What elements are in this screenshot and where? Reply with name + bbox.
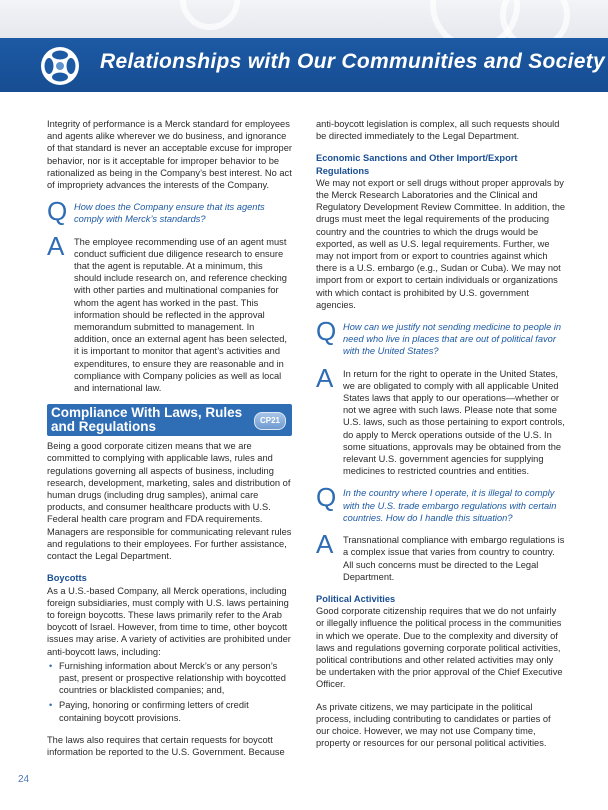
page-number: 24 bbox=[18, 774, 30, 785]
section-title bbox=[51, 406, 242, 434]
qa-embargo-question bbox=[316, 482, 566, 524]
list-item: • Paying, honoring or confirming letters of credit containing boycott provisions. bbox=[47, 699, 292, 723]
qa-medicine-question bbox=[316, 316, 566, 358]
closing-paragraph: The laws also requires that certain requests for boycott information be reported to the U.S. Government. Because bbox=[47, 734, 285, 757]
list-item: • Furnishing information about Merck’s or any person’s past, present or prospective relationship with boycotted countries or blacklisted companies; and, bbox=[47, 660, 292, 697]
boycotts-paragraph: As a U.S.-based Company, all Merck operations, including foreign subsidiaries, must comply with U.S. laws pertaining to foreign boycotts. These laws primarily refer to the Arab boycott of Israel. However, from time to time, other boycott issues may arise. A variety of activities are prohibited under anti-boycott laws, including: bbox=[47, 585, 291, 657]
continuation-paragraph: anti-boycott legislation is complex, all such requests should be directed immediately to the Legal Department. bbox=[316, 119, 560, 142]
sanctions-heading: Economic Sanctions and Other Import/Export Regulations bbox=[316, 153, 518, 176]
section-banner bbox=[47, 404, 292, 436]
question-text: In the country where I operate, it is illegal to comply with the U.S. trade embargo regulations with certain countries. How do I handle this situation? bbox=[343, 488, 557, 523]
q-letter: Q bbox=[47, 196, 68, 227]
boycotts-heading: Boycotts bbox=[47, 573, 87, 584]
qa-embargo-answer bbox=[316, 529, 566, 583]
intro-paragraph: Integrity of performance is a Merck standard for employees and agents alike wherever we do business, and ignorance of that standard is never an acceptable excuse for improper behavior, nor is it acceptable for improper behavior to be rationalized as being in the Company’s best interest. No act of impropriety advances the interests of the Company. bbox=[47, 119, 292, 191]
question-text: How does the Company ensure that its agents comply with Merck’s standards? bbox=[74, 202, 265, 225]
boycott-bullet-list bbox=[47, 660, 292, 724]
answer-text: The employee recommending use of an agent must conduct sufficient due diligence research to ensure that the agent is reputable. At a minimum, this should include research on, and reference checking with other parties and multinational companies for whom the agent has worked in the past. This information should be reflected in the approval memorandum submitted to management. In addition, once an external agent has been selected, it is important to monitor that agent’s activities and expenditures, to ensure they are reasonable and in compliance with Company policies as well as local and international law. bbox=[74, 236, 287, 394]
q-letter: Q bbox=[316, 482, 337, 513]
answer-text: Transnational compliance with embargo regulations is a complex issue that varies from country to country. All such concerns must be directed to the Legal Department. bbox=[343, 535, 565, 582]
header-bar bbox=[0, 38, 608, 92]
merck-logo-icon bbox=[40, 46, 80, 86]
qa-agents-question bbox=[47, 196, 292, 227]
top-decorative-band bbox=[0, 0, 608, 38]
question-text: How can we justify not sending medicine to people in need who live in places that are out of political favor with the United States? bbox=[343, 322, 562, 357]
left-column bbox=[47, 118, 292, 768]
political-heading: Political Activities bbox=[316, 593, 396, 604]
q-letter: Q bbox=[316, 316, 337, 347]
answer-text: In return for the right to operate in the United States, we are obligated to comply with all applicable United States laws that apply to our operations—whether or not we agree with such laws. Please note that some U.S. laws, such as those pertaining to export controls, do apply to Merck operations outside of the U.S. In some situations, approvals may be obtained from the relevant U.S. government agencies for supplying medicines to restricted countries and entities. bbox=[343, 368, 565, 477]
a-letter: A bbox=[47, 230, 65, 261]
sanctions-paragraph: We may not export or sell drugs without proper approvals by the Merck Research Laboratories and the Clinical and Regulatory Development Review Committee. In addition, the drugs must meet the legal requirements of the producing country and the countries to which the drugs would be exported, as well as U.S. legal requirements. Further, we may not import from or export to countries against which there is a U.S. embargo (e.g., Sudan or Cuba). We may not import from or export to certain individuals or organizations with which contact is prohibited by U.S. government agencies. bbox=[316, 177, 566, 310]
right-column bbox=[316, 118, 566, 759]
private-citizens-paragraph: As private citizens, we may participate in the political process, including contributing to candidates or parties of our choice. However, we may not use Company time, property or resources for our personal political activities. bbox=[316, 701, 551, 749]
section-title-line1: Compliance With Laws, Rules bbox=[51, 405, 243, 421]
section-intro-paragraph: Being a good corporate citizen means that we are committed to complying with applicable laws, rules and regulations governing all aspects of business, including research, development, marketing, sales and distribution of human drugs (including drug samples), animal care products, and consumer healthcare products with U.S. Federal health care program and FDA requirements. Managers are responsible for communicating relevant rules and regulations to their employees. For further assistance, contact the Legal Department. bbox=[47, 441, 292, 562]
qa-agents-answer bbox=[47, 230, 292, 395]
political-paragraph: Good corporate citizenship requires that we do not unfairly or illegally influence the political process in the communities in which we operate. Due to the complexity and diversity of laws and regulations governing corporate political activities, political contributions and other related activities may only be undertaken with the prior approval of the Chief Executive Officer. bbox=[316, 606, 563, 690]
page-title: Relationships with Our Communities and Society bbox=[100, 50, 606, 73]
qa-medicine-answer bbox=[316, 362, 566, 478]
a-letter: A bbox=[316, 529, 334, 560]
policy-badge: CP21 bbox=[254, 412, 286, 430]
section-title-line2: and Regulations bbox=[51, 419, 157, 435]
a-letter: A bbox=[316, 362, 334, 393]
